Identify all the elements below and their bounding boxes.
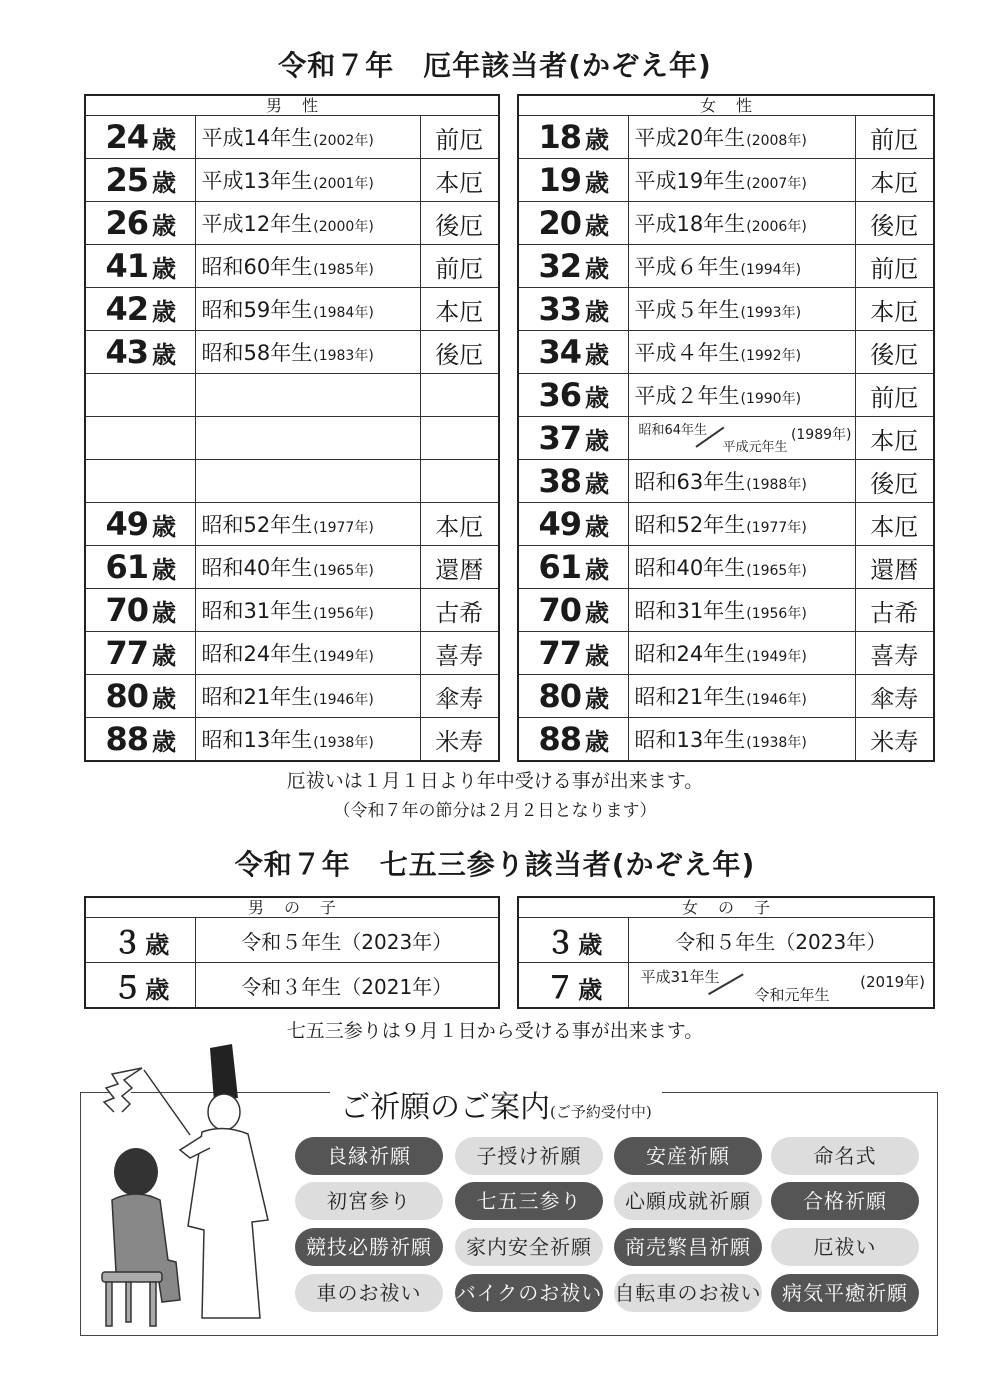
age-unit: 歳 — [152, 255, 176, 283]
yaku-kind: 前厄 — [855, 374, 934, 417]
age-cell — [85, 918, 195, 963]
age-number: 49 — [105, 505, 149, 543]
age-number: 42 — [105, 290, 149, 328]
stool-icon — [102, 1272, 162, 1326]
yaku-kind: 傘寿 — [855, 675, 934, 718]
male-header: 男性 — [85, 95, 499, 116]
birth-era: 昭和52年生 — [201, 513, 313, 537]
age-cell — [85, 503, 195, 546]
age-number: 80 — [538, 677, 582, 715]
birth-year: (1938年) — [746, 735, 807, 751]
age-cell — [518, 288, 628, 331]
birth-era: 昭和31年生 — [201, 599, 313, 623]
age-number: 37 — [538, 419, 582, 457]
age-unit: 歳 — [152, 728, 176, 756]
birth-cell — [628, 331, 855, 374]
male-row — [85, 331, 499, 374]
male-row — [85, 417, 499, 460]
prayer-pill: 心願成就祈願 — [614, 1182, 762, 1220]
birth-cell — [628, 718, 855, 762]
female-row — [518, 632, 934, 675]
female-row — [518, 288, 934, 331]
age-unit: 歳 — [152, 169, 176, 197]
birth-year: (1990年) — [740, 391, 802, 407]
male-row — [85, 632, 499, 675]
birth-year: (1983年) — [313, 348, 374, 364]
age-number: 70 — [538, 591, 582, 629]
boy-header: 男の子 — [85, 897, 499, 918]
age-number: 61 — [538, 548, 582, 586]
birth-cell — [195, 374, 420, 417]
female-row — [518, 202, 934, 245]
male-row — [85, 718, 499, 762]
birth-cell — [195, 245, 420, 288]
female-row — [518, 374, 934, 417]
priest-robe-icon — [188, 1128, 268, 1318]
yaku-kind — [420, 417, 499, 460]
male-row — [85, 116, 499, 159]
birth-era: 昭和59年生 — [201, 298, 313, 322]
birth-cell — [628, 503, 855, 546]
birth-cell — [195, 116, 420, 159]
prayer-title: ご祈願のご案内 — [340, 1090, 550, 1125]
yaku-kind: 傘寿 — [420, 675, 499, 718]
birth-era: 平成12年生 — [201, 212, 313, 236]
male-row — [85, 288, 499, 331]
birth-text: 令和３年生（2021年） — [241, 974, 453, 999]
female-yakudoshi-table — [517, 94, 935, 762]
prayer-pill: バイクのお祓い — [455, 1274, 603, 1312]
age-number: 70 — [105, 591, 149, 629]
yaku-kind: 還暦 — [420, 546, 499, 589]
age-number: 77 — [538, 634, 582, 672]
birth-cell — [628, 632, 855, 675]
birth-era: 昭和60年生 — [201, 255, 313, 279]
birth-cell — [628, 460, 855, 503]
birth-era: 昭和13年生 — [201, 728, 313, 752]
yaku-kind: 後厄 — [420, 331, 499, 374]
age-cell — [518, 245, 628, 288]
age-unit: 歳 — [585, 384, 609, 412]
age-unit: 歳 — [585, 341, 609, 369]
age-unit: 歳 — [152, 513, 176, 541]
era-b: 平成元年生 — [722, 440, 788, 455]
prayer-pill: 病気平癒祈願 — [771, 1274, 919, 1312]
birth-era: 昭和63年生 — [634, 470, 746, 494]
birth-year: (2008年) — [746, 133, 807, 149]
birth-cell — [195, 963, 499, 1009]
yaku-kind: 前厄 — [420, 116, 499, 159]
age-number: 61 — [105, 548, 149, 586]
era-a: 昭和64年生 — [638, 423, 708, 438]
female-row — [518, 546, 934, 589]
age-cell — [518, 718, 628, 762]
shichigosan-title: 令和７年 七五三参り該当者(かぞえ年) — [234, 848, 756, 881]
prayer-panel-title — [330, 1082, 662, 1126]
birth-era: 平成６年生 — [634, 255, 740, 279]
birth-year: (1984年) — [313, 305, 374, 321]
birth-era: 昭和21年生 — [634, 685, 746, 709]
birth-cell — [195, 503, 420, 546]
birth-cell — [195, 589, 420, 632]
prayer-pill: 安産祈願 — [614, 1137, 762, 1175]
shichigosan-row — [518, 963, 934, 1009]
age-number: ７ — [545, 971, 575, 1006]
birth-cell — [628, 159, 855, 202]
birth-cell — [628, 675, 855, 718]
setsubun-note: （令和７年の節分は２月２日となります） — [333, 801, 657, 821]
birth-era: 昭和24年生 — [201, 642, 313, 666]
prayer-pill: 車のお祓い — [295, 1274, 443, 1312]
male-row — [85, 503, 499, 546]
birth-year: (1956年) — [746, 606, 807, 622]
age-number: 34 — [538, 333, 582, 371]
birth-era: 平成２年生 — [634, 384, 740, 408]
age-unit: 歳 — [152, 556, 176, 584]
age-unit: 歳 — [585, 212, 609, 240]
age-cell — [85, 159, 195, 202]
age-unit: 歳 — [585, 255, 609, 283]
female-row — [518, 116, 934, 159]
birth-year: (2000年) — [313, 219, 374, 235]
age-cell — [85, 632, 195, 675]
birth-era: 平成18年生 — [634, 212, 746, 236]
birth-cell — [628, 202, 855, 245]
age-number: 33 — [538, 290, 582, 328]
age-unit: 歳 — [145, 931, 169, 959]
male-row — [85, 245, 499, 288]
age-number: 88 — [105, 720, 149, 758]
yaku-kind: 本厄 — [420, 288, 499, 331]
yaku-kind: 後厄 — [855, 331, 934, 374]
age-number: 80 — [105, 677, 149, 715]
yaku-kind: 米寿 — [420, 718, 499, 762]
prayer-pill: 商売繁昌祈願 — [614, 1228, 762, 1266]
age-unit: 歳 — [585, 685, 609, 713]
birth-year: (2002年) — [313, 133, 374, 149]
birth-year: (2019年) — [860, 973, 926, 991]
yaku-kind: 前厄 — [855, 245, 934, 288]
age-cell — [518, 675, 628, 718]
age-unit: 歳 — [585, 513, 609, 541]
yakubarai-note: 厄祓いは１月１日より年中受ける事が出来ます。 — [286, 770, 704, 792]
male-row — [85, 675, 499, 718]
age-number: ５ — [112, 971, 142, 1006]
female-row — [518, 460, 934, 503]
prayer-pill: 厄祓い — [771, 1228, 919, 1266]
age-unit: 歳 — [152, 642, 176, 670]
priest-blessing-illustration — [92, 1040, 292, 1330]
age-cell — [85, 116, 195, 159]
male-row — [85, 159, 499, 202]
birth-cell — [195, 159, 420, 202]
boy-shichigosan-table — [84, 896, 500, 1009]
age-number: 26 — [105, 204, 149, 242]
age-unit: 歳 — [585, 126, 609, 154]
birth-era: 平成19年生 — [634, 169, 746, 193]
age-unit: 歳 — [152, 599, 176, 627]
age-unit: 歳 — [578, 976, 602, 1004]
birth-cell — [628, 245, 855, 288]
age-unit: 歳 — [152, 126, 176, 154]
age-number: 18 — [538, 118, 582, 156]
age-unit: 歳 — [578, 931, 602, 959]
birth-cell — [628, 546, 855, 589]
age-number: 24 — [105, 118, 149, 156]
shichigosan-row — [518, 918, 934, 963]
prayer-pill: 競技必勝祈願 — [295, 1228, 443, 1266]
female-row — [518, 589, 934, 632]
age-cell — [518, 632, 628, 675]
age-unit: 歳 — [585, 470, 609, 498]
birth-cell — [195, 675, 420, 718]
age-cell — [518, 589, 628, 632]
age-cell — [85, 245, 195, 288]
haraegushi-icon — [104, 1068, 190, 1135]
birth-cell — [628, 116, 855, 159]
prayer-pill: 七五三参り — [455, 1182, 603, 1220]
age-number: 32 — [538, 247, 582, 285]
birth-cell — [195, 331, 420, 374]
birth-cell — [628, 963, 934, 1009]
age-number: 20 — [538, 204, 582, 242]
male-row — [85, 589, 499, 632]
age-cell — [518, 963, 628, 1009]
male-row — [85, 460, 499, 503]
age-unit: 歳 — [585, 599, 609, 627]
age-cell — [518, 503, 628, 546]
age-number: 49 — [538, 505, 582, 543]
birth-year: (1977年) — [313, 520, 374, 536]
birth-era: 昭和52年生 — [634, 513, 746, 537]
person-head-icon — [114, 1148, 158, 1196]
birth-year: (2006年) — [746, 219, 807, 235]
prayer-pill: 命名式 — [771, 1137, 919, 1175]
birth-year: (1949年) — [746, 649, 807, 665]
age-unit: 歳 — [585, 169, 609, 197]
birth-cell — [628, 374, 855, 417]
birth-cell — [195, 718, 420, 762]
girl-header: 女の子 — [518, 897, 934, 918]
age-cell — [518, 918, 628, 963]
birth-era: 昭和24年生 — [634, 642, 746, 666]
age-unit: 歳 — [585, 642, 609, 670]
birth-era: 昭和13年生 — [634, 728, 746, 752]
birth-era: 平成４年生 — [634, 341, 740, 365]
yaku-kind: 喜寿 — [855, 632, 934, 675]
birth-year: (1938年) — [313, 735, 374, 751]
female-row — [518, 675, 934, 718]
birth-era: 平成13年生 — [201, 169, 313, 193]
age-cell — [518, 116, 628, 159]
age-number: 25 — [105, 161, 149, 199]
age-number: 43 — [105, 333, 149, 371]
age-cell — [85, 288, 195, 331]
age-cell — [518, 546, 628, 589]
birth-year: (1989年) — [790, 427, 852, 443]
birth-cell — [195, 460, 420, 503]
age-cell — [85, 546, 195, 589]
prayer-pill: 初宮参り — [295, 1182, 443, 1220]
prayer-pill: 自転車のお祓い — [614, 1274, 762, 1312]
age-unit: 歳 — [152, 685, 176, 713]
age-unit: 歳 — [585, 427, 609, 455]
era-a: 平成31年生 — [640, 968, 720, 986]
age-number: 38 — [538, 462, 582, 500]
age-number: ３ — [545, 926, 575, 961]
birth-era: 昭和58年生 — [201, 341, 313, 365]
age-cell — [518, 331, 628, 374]
age-cell — [518, 202, 628, 245]
age-cell — [518, 159, 628, 202]
birth-era: 昭和40年生 — [634, 556, 746, 580]
birth-year: (1992年) — [740, 348, 802, 364]
prayer-pill: 良縁祈願 — [295, 1137, 443, 1175]
age-cell — [85, 460, 195, 503]
birth-cell — [628, 918, 934, 963]
era-b: 令和元年生 — [754, 986, 830, 1004]
female-row — [518, 331, 934, 374]
birth-year: (1946年) — [746, 692, 807, 708]
birth-year: (1956年) — [313, 606, 374, 622]
shichigosan-row — [85, 918, 499, 963]
female-row — [518, 718, 934, 762]
age-cell — [518, 417, 628, 460]
birth-text: 令和５年生（2023年） — [675, 929, 887, 954]
birth-cell — [628, 288, 855, 331]
male-yakudoshi-table — [84, 94, 500, 762]
female-row — [518, 503, 934, 546]
age-number: 36 — [538, 376, 582, 414]
age-number: 41 — [105, 247, 149, 285]
age-cell — [518, 374, 628, 417]
age-cell — [85, 374, 195, 417]
age-cell — [85, 589, 195, 632]
prayer-pill: 合格祈願 — [771, 1182, 919, 1220]
age-unit: 歳 — [585, 728, 609, 756]
girl-shichigosan-table — [517, 896, 935, 1009]
shichigosan-note: 七五三参りは９月１日から受ける事が出来ます。 — [286, 1020, 704, 1042]
female-row — [518, 159, 934, 202]
female-row — [518, 417, 934, 460]
yaku-kind: 古希 — [420, 589, 499, 632]
shichigosan-row — [85, 963, 499, 1009]
yaku-kind: 古希 — [855, 589, 934, 632]
prayer-pill: 子授け祈願 — [455, 1137, 603, 1175]
birth-era: 昭和31年生 — [634, 599, 746, 623]
birth-era: 平成５年生 — [634, 298, 740, 322]
age-cell — [85, 718, 195, 762]
yaku-kind: 後厄 — [855, 202, 934, 245]
birth-cell — [195, 417, 420, 460]
age-cell — [85, 202, 195, 245]
age-number: 77 — [105, 634, 149, 672]
age-unit: 歳 — [152, 341, 176, 369]
age-unit: 歳 — [145, 976, 169, 1004]
yaku-kind: 本厄 — [420, 159, 499, 202]
male-row — [85, 202, 499, 245]
prayer-subtitle: (ご予約受付中) — [550, 1103, 652, 1121]
prayer-pill: 家内安全祈願 — [455, 1228, 603, 1266]
dual-era-birth — [629, 964, 934, 1006]
seated-person-icon — [112, 1194, 180, 1302]
female-header: 女性 — [518, 95, 934, 116]
birth-year: (1988年) — [746, 477, 807, 493]
birth-era: 平成14年生 — [201, 126, 313, 150]
age-cell — [518, 460, 628, 503]
yaku-kind: 後厄 — [855, 460, 934, 503]
birth-year: (1949年) — [313, 649, 374, 665]
birth-cell — [195, 546, 420, 589]
male-row — [85, 374, 499, 417]
age-cell — [85, 331, 195, 374]
birth-year: (1985年) — [313, 262, 374, 278]
male-row — [85, 546, 499, 589]
birth-year: (2001年) — [313, 176, 374, 192]
birth-era: 昭和40年生 — [201, 556, 313, 580]
female-row — [518, 245, 934, 288]
birth-year: (1946年) — [313, 692, 374, 708]
birth-year: (1965年) — [746, 563, 807, 579]
yaku-kind: 前厄 — [855, 116, 934, 159]
yaku-kind: 本厄 — [420, 503, 499, 546]
birth-cell — [195, 918, 499, 963]
age-cell — [85, 963, 195, 1009]
birth-cell — [195, 288, 420, 331]
age-unit: 歳 — [585, 556, 609, 584]
birth-cell — [195, 202, 420, 245]
birth-era: 平成20年生 — [634, 126, 746, 150]
age-unit: 歳 — [152, 298, 176, 326]
birth-era: 昭和21年生 — [201, 685, 313, 709]
age-cell — [85, 675, 195, 718]
yakudoshi-title: 令和７年 厄年該当者(かぞえ年) — [278, 49, 712, 82]
yaku-kind: 本厄 — [855, 288, 934, 331]
age-unit: 歳 — [152, 212, 176, 240]
age-unit: 歳 — [585, 298, 609, 326]
yaku-kind: 喜寿 — [420, 632, 499, 675]
age-number: 88 — [538, 720, 582, 758]
birth-cell — [195, 632, 420, 675]
birth-cell — [628, 589, 855, 632]
birth-year: (1965年) — [313, 563, 374, 579]
yaku-kind: 米寿 — [855, 718, 934, 762]
age-number: ３ — [112, 926, 142, 961]
birth-year: (1977年) — [746, 520, 807, 536]
yaku-kind: 後厄 — [420, 202, 499, 245]
yaku-kind: 本厄 — [855, 159, 934, 202]
yaku-kind: 前厄 — [420, 245, 499, 288]
yaku-kind: 本厄 — [855, 503, 934, 546]
yaku-kind: 本厄 — [855, 417, 934, 460]
birth-year: (1993年) — [740, 305, 802, 321]
yaku-kind: 還暦 — [855, 546, 934, 589]
birth-text: 令和５年生（2023年） — [241, 929, 453, 954]
birth-year: (1994年) — [740, 262, 802, 278]
birth-cell — [628, 417, 855, 460]
age-number: 19 — [538, 161, 582, 199]
yaku-kind — [420, 460, 499, 503]
birth-year: (2007年) — [746, 176, 807, 192]
age-cell — [85, 417, 195, 460]
yaku-kind — [420, 374, 499, 417]
dual-era-birth — [635, 417, 855, 459]
